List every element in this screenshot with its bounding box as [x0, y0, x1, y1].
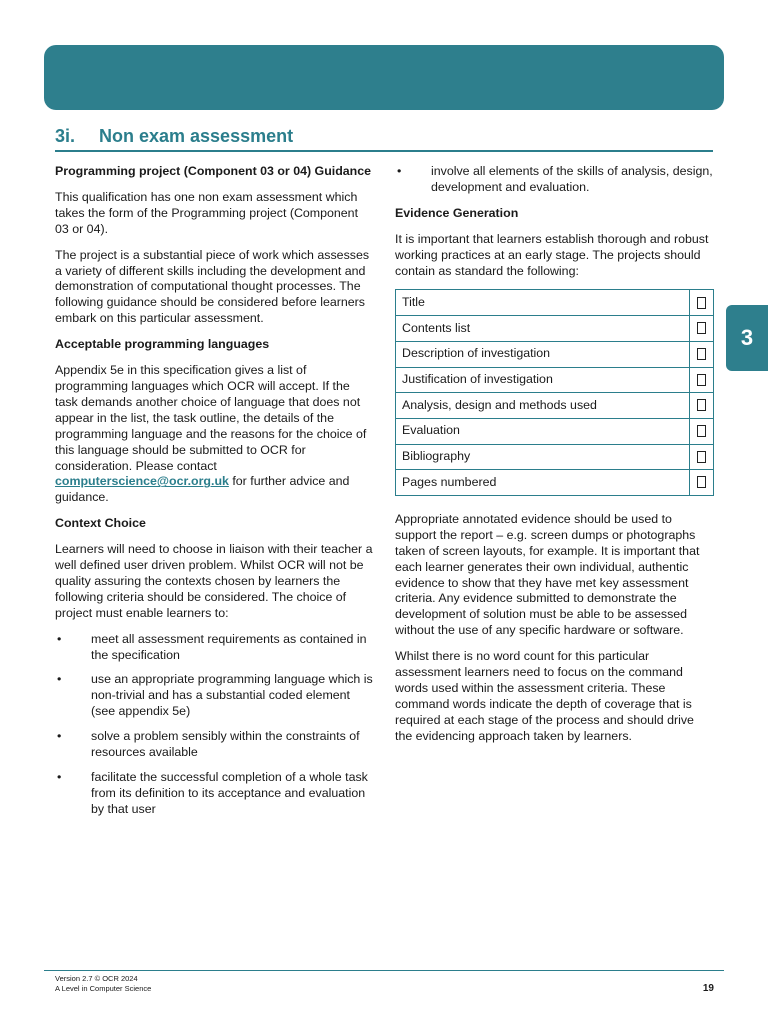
table-row — [396, 290, 714, 316]
checklist-label: Justification of investigation — [396, 367, 690, 393]
page-number: 19 — [702, 983, 714, 994]
languages-tail: for further advice and guidance. — [55, 474, 350, 505]
header-banner — [44, 45, 724, 110]
chapter-tab: 3 — [726, 305, 768, 371]
table-row — [396, 470, 714, 496]
annotated-evidence-paragraph: Appropriate annotated evidence should be used to support the report – e.g. screen dumps or photographs taken of screen layouts, for example. It is important that each learner generates their own individual, authentic evidence to show that they have met key assessment criteria. Any evidence submitted to demonstrate the development of solution must be able to be assessed without the use of any specific hardware or software. — [395, 511, 700, 638]
checkbox-icon — [697, 476, 706, 488]
table-row — [396, 341, 714, 367]
footer-info — [55, 974, 151, 994]
languages-paragraph — [55, 363, 373, 506]
table-row — [396, 316, 714, 342]
right-column — [395, 164, 714, 755]
table-row — [396, 393, 714, 419]
list-item: • solve a problem sensibly within the constraints of resources available — [55, 729, 373, 761]
list-item: • facilitate the successful completion of a whole task from its definition to its acceptance and evaluation by that user — [55, 770, 373, 818]
languages-text: Appendix 5e in this specification gives a list of programming languages which OCR will accept. If the task demands another choice of language that does not appear in the list, the task outline, the details of the programming language and the reasons for the choice of this language should be submitted to OCR for consideration. Please contact — [55, 363, 367, 473]
checklist-label: Description of investigation — [396, 341, 690, 367]
table-row — [396, 444, 714, 470]
checkbox-icon — [697, 374, 706, 386]
checklist-label: Bibliography — [396, 444, 690, 470]
checklist-label: Contents list — [396, 316, 690, 342]
checklist-label: Title — [396, 290, 690, 316]
heading-divider — [55, 150, 713, 152]
criteria-list — [55, 632, 373, 818]
footer-course: A Level in Computer Science — [55, 984, 152, 993]
checkbox-icon — [697, 399, 706, 411]
guidance-heading: Programming project (Component 03 or 04) Guidance — [55, 164, 372, 178]
table-row — [396, 418, 714, 444]
checklist-label: Pages numbered — [396, 470, 690, 496]
section-number: 3i. — [55, 126, 76, 146]
project-paragraph: The project is a substantial piece of work which assesses a variety of different skills including the development and demonstration of computational thought processes. The following guidance should be considered before learners embark on this particular assessment. — [55, 247, 370, 326]
footer-version: Version 2.7 © OCR 2024 — [55, 974, 138, 983]
section-heading — [55, 124, 713, 148]
checklist-label: Analysis, design and methods used — [396, 393, 690, 419]
checkbox-icon — [697, 348, 706, 360]
left-column — [55, 164, 373, 828]
checkbox-icon — [697, 451, 706, 463]
list-item: • use an appropriate programming language which is non-trivial and has a substantial coded element (see appendix 5e) — [55, 672, 373, 720]
table-row — [396, 367, 714, 393]
checklist-table — [395, 289, 714, 496]
context-paragraph: Learners will need to choose in liaison with their teacher a well defined user driven problem. Whilst OCR will not be quality assuring the contexts chosen by learners the following criteria should be considered. The choice of project must enable learners to: — [55, 542, 373, 620]
criteria-list-continued — [395, 164, 714, 196]
evidence-paragraph: It is important that learners establish thorough and robust working practices at an early stage. The projects should contain as standard the following: — [395, 231, 709, 278]
footer-divider — [44, 970, 724, 971]
context-heading: Context Choice — [55, 516, 146, 531]
checkbox-icon — [697, 322, 706, 334]
list-item: • involve all elements of the skills of analysis, design, development and evaluation. — [395, 164, 714, 196]
qualification-paragraph: This qualification has one non exam assessment which takes the form of the Programming project (Component 03 or 04). — [55, 189, 359, 236]
checklist-label: Evaluation — [396, 418, 690, 444]
list-item: • meet all assessment requirements as contained in the specification — [55, 632, 373, 664]
word-count-paragraph: Whilst there is no word count for this particular assessment learners need to focus on the command words used within the assessment criteria. These command words indicate the depth of coverage that is required at each stage of the process and should drive the evidencing approach taken by learners. — [395, 649, 694, 743]
checkbox-icon — [697, 425, 706, 437]
section-title: Non exam assessment — [99, 126, 294, 146]
evidence-heading: Evidence Generation — [395, 205, 519, 220]
checkbox-icon — [697, 297, 706, 309]
languages-heading: Acceptable programming languages — [55, 337, 270, 352]
email-link[interactable]: computerscience@ocr.org.uk — [55, 474, 229, 489]
